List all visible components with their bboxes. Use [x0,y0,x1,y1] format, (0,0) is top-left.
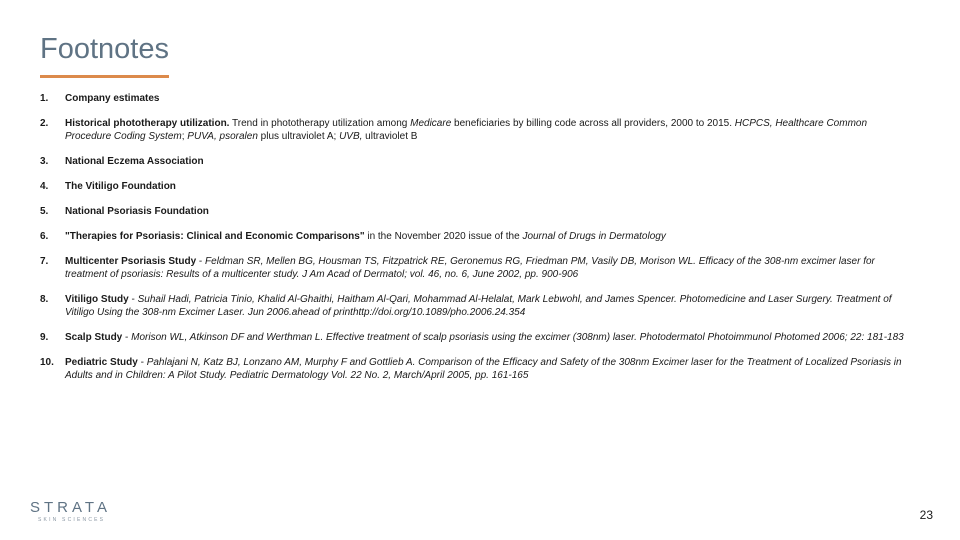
footnote-segment: - [196,256,206,267]
footnote-text [65,331,910,344]
footnote-number: 10. [40,357,54,368]
footnote-segment: Feldman SR, Mellen BG, Housman TS, Fitzpatrick RE, Geronemus RG, Friedman PM, Vasily DB, Morison WL. Efficacy of the 308-nm excimer laser for treatment of psoriasis: Results of a multicenter study. J Am Acad of Dermatol; vol. 46, no. 6, June 2002, pp. 900-906 [65,256,875,280]
footnote-number: 7. [40,256,49,267]
footnote-text [65,180,910,193]
footnote-item [40,230,910,243]
footnote-number: 1. [40,93,49,104]
footnote-segment: Trend in phototherapy utilization among [229,118,411,129]
strata-logo [30,499,110,523]
footnote-segment: ; [181,131,188,142]
footnote-number: 5. [40,206,49,217]
footnote-segment: Morison WL, Atkinson DF and Werthman L. Effective treatment of scalp psoriasis using the excimer (308nm) laser. Photodermatol Photoimmunol Photomed 2006; 22: 181-183 [131,332,904,343]
footnote-item [40,356,910,382]
footnote-segment: Suhail Hadi, Patricia Tinio, Khalid Al-Ghaithi, Haitham Al-Qari, Mohammad Al-Helalat, Mark Lebwohl, and James Spencer. Photomedicine and Laser Surgery. Treatment of Vitiligo Using the 308-nm Excimer Laser. Jun 2006.ahead of printhttp://doi.org/10.1089/pho.2006.24.354 [65,294,892,318]
footnote-item [40,92,910,105]
footnote-segment: beneficiaries by billing code across all providers, 2000 to 2015. [451,118,735,129]
footnote-number: 4. [40,181,49,192]
logo-tagline: SKIN SCIENCES [38,517,106,523]
footnote-segment: - [122,332,132,343]
footnote-segment: - [137,357,147,368]
footnote-segment: ultraviolet B [362,131,418,142]
footnote-number: 2. [40,118,49,129]
footnote-segment: UVB, [339,131,363,142]
footnote-segment: plus ultraviolet A; [257,131,340,142]
footnote-item [40,293,910,319]
footnote-segment: Vitiligo Study [65,294,129,305]
footnote-text [65,230,910,243]
footnote-segment: National Psoriasis Foundation [65,206,209,217]
footnote-text [65,356,910,382]
footnote-item [40,155,910,168]
footnote-number: 8. [40,294,49,305]
footnote-segment: National Eczema Association [65,156,204,167]
footnote-item [40,180,910,193]
footnote-text [65,117,910,143]
footnote-item [40,255,910,281]
footnote-text [65,293,910,319]
footnote-segment: "Therapies for Psoriasis: Clinical and Economic Comparisons" [65,231,365,242]
footnote-segment: in the November 2020 issue of the [364,231,523,242]
logo-wordmark: STRATA [30,499,111,516]
footnote-segment: Pediatric Study [65,357,138,368]
footnote-item [40,205,910,218]
footnote-item [40,331,910,344]
page-number: 23 [919,508,933,522]
footnote-segment: Historical phototherapy utilization. [65,118,230,129]
footnote-segment: Journal of Drugs in Dermatology [522,231,666,242]
footnote-segment: Pahlajani N, Katz BJ, Lonzano AM, Murphy F and Gottlieb A. Comparison of the Efficacy and Safety of the 308nm Excimer laser for the Treatment of Localized Psoriasis in Adults and in Children: A Pilot Study. Pediatric Dermatology Vol. 22 No. 2, March/April 2005, pp. 161-165 [65,357,902,381]
footnote-text [65,155,910,168]
footnote-segment: Company estimates [65,93,160,104]
footnote-text [65,255,910,281]
footnote-number: 9. [40,332,49,343]
footnote-segment: Medicare [410,118,452,129]
footnote-segment: Scalp Study [65,332,123,343]
footnote-item [40,117,910,143]
footnote-segment: - [128,294,138,305]
footnote-segment: Multicenter Psoriasis Study [65,256,197,267]
page-title: Footnotes [40,33,169,65]
footnote-segment: The Vitiligo Foundation [65,181,176,192]
footnote-text [65,205,910,218]
footnote-list [40,92,910,394]
footnote-number: 3. [40,156,49,167]
footnote-segment: PUVA, psoralen [187,131,258,142]
footnote-segment: HCPCS, Healthcare Common Procedure Coding System [65,118,868,142]
footnote-text [65,92,910,105]
title-underline [40,75,169,78]
footnote-number: 6. [40,231,49,242]
